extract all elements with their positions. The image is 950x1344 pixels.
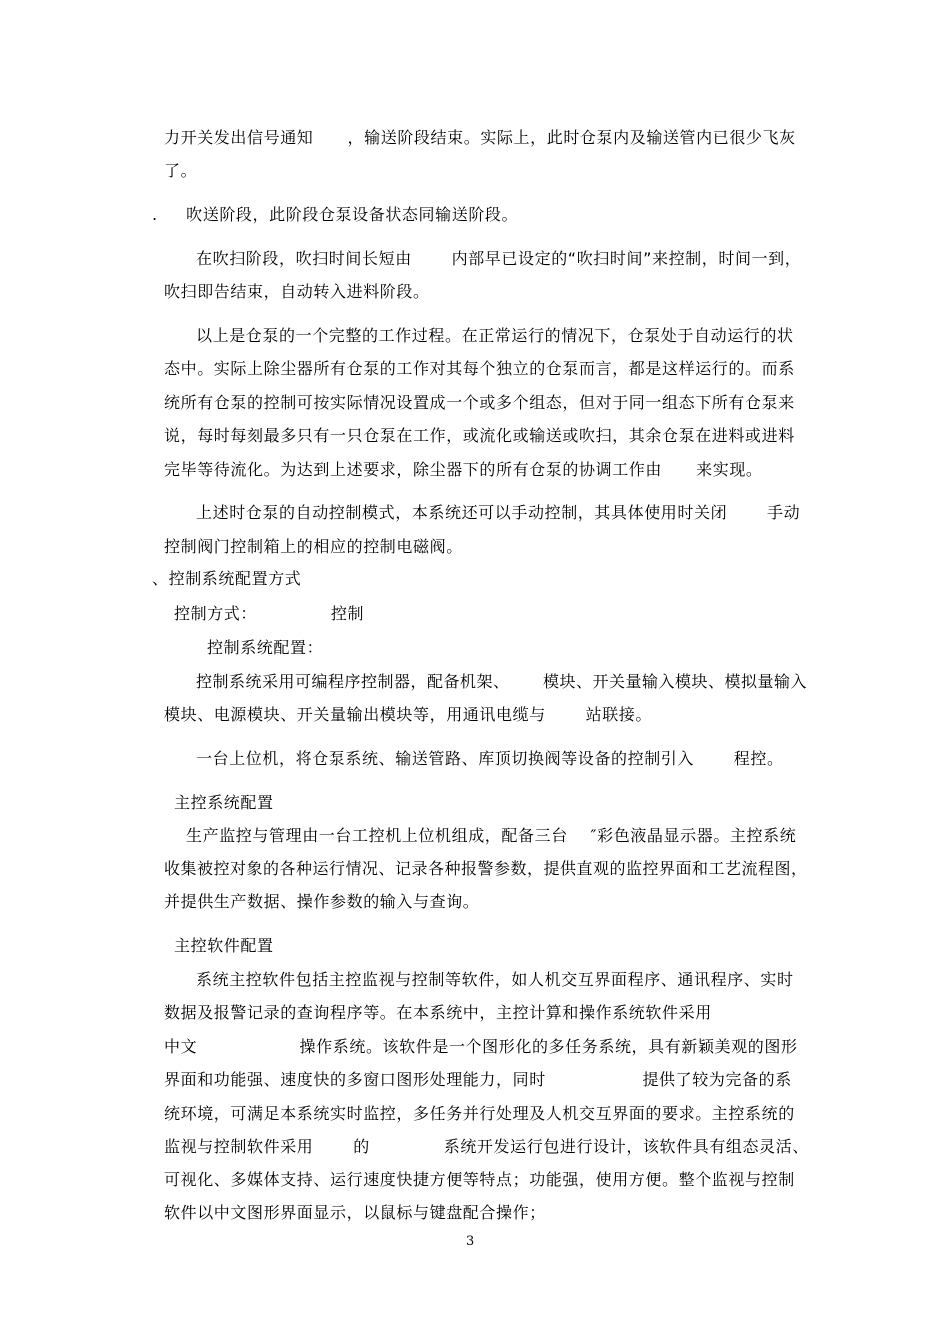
text-line: 系统主控软件包括主控监视与控制等软件，如人机交互界面程序、通讯程序、实时 [196,970,794,989]
text-line: 收集被控对象的各种运行情况、记录各种报警参数，提供直观的监控界面和工艺流程图， [164,859,808,878]
text-line: . 吹送阶段，此阶段仓泵设备状态同输送阶段。 [152,205,519,224]
sub-heading: 主控系统配置 [174,793,274,812]
text-line: 控制方式： 控制 [174,604,365,623]
text-line: 控制系统采用可编程序控制器，配备机架、 模块、开关量输入模块、模拟量输入 [196,672,808,691]
text-line: 软件以中文图形界面显示，以鼠标与键盘配合操作； [164,1203,546,1222]
text-line: 吹扫即告结束，自动转入进料阶段。 [164,282,430,301]
text-line: 统环境，可满足本系统实时监控，多任务并行处理及人机交互界面的要求。主控系统的 [164,1104,795,1123]
text-line: 态中。实际上除尘器所有仓泵的工作对其每个独立的仓泵而言，都是这样运行的。而系 [164,359,795,378]
text-line: 可视化、多媒体支持、运行速度快捷方便等特点；功能强，使用方便。整个监视与控制 [164,1170,795,1189]
text-line: 控制系统配置： [207,638,324,657]
text-line: 模块、电源模块、开关量输出模块等，用通讯电缆与 站联接。 [164,705,653,724]
text-line: 统所有仓泵的控制可按实际情况设置成一个或多个组态，但对于同一组态下所有仓泵来 [164,393,795,412]
text-line: 了。 [164,161,198,180]
sub-heading: 主控软件配置 [174,936,274,955]
text-line: 在吹扫阶段，吹扫时间长短由 内部早已设定的“吹扫时间”来控制，时间一到， [196,249,802,268]
text-line: 一台上位机，将仓泵系统、输送管路、库顶切换阀等设备的控制引入 程控。 [196,749,784,768]
text-line: 以上是仓泵的一个完整的工作过程。在正常运行的情况下，仓泵处于自动运行的状 [196,326,794,345]
section-heading: 、控制系统配置方式 [152,569,302,588]
text-line: 数据及报警记录的查询程序等。在本系统中，主控计算和操作系统软件采用 [164,1003,712,1022]
text-line: 完毕等待流化。为达到上述要求，除尘器下的所有仓泵的协调工作由 来实现。 [164,460,763,479]
text-line: 中文 操作系统。该软件是一个图形化的多任务系统，具有新颖美观的图形 [164,1037,798,1056]
text-line: 监视与控制软件采用 的 系统开发运行包进行设计，该软件具有组态灵活、 [164,1137,809,1156]
text-line: 说，每时每刻最多只有一只仓泵在工作，或流化或输送或吹扫，其余仓泵在进料或进料 [164,426,795,445]
text-line: 生产监控与管理由一台工控机上位机组成，配备三台 ″彩色液晶显示器。主控系统 [186,826,797,845]
text-line: 上述时仓泵的自动控制模式，本系统还可以手动控制，其具体使用时关闭 手动 [196,503,801,522]
page-number: 3 [466,1234,475,1249]
text-line: 力开关发出信号通知 ，输送阶段结束。实际上，此时仓泵内及输送管内已很少飞灰 [164,128,796,147]
text-line: 控制阀门控制箱上的相应的控制电磁阀。 [164,537,463,556]
text-line: 界面和功能强、速度快的多窗口图形处理能力，同时 提供了较为完备的系 [164,1070,792,1089]
text-line: 并提供生产数据、操作参数的输入与查询。 [164,892,480,911]
